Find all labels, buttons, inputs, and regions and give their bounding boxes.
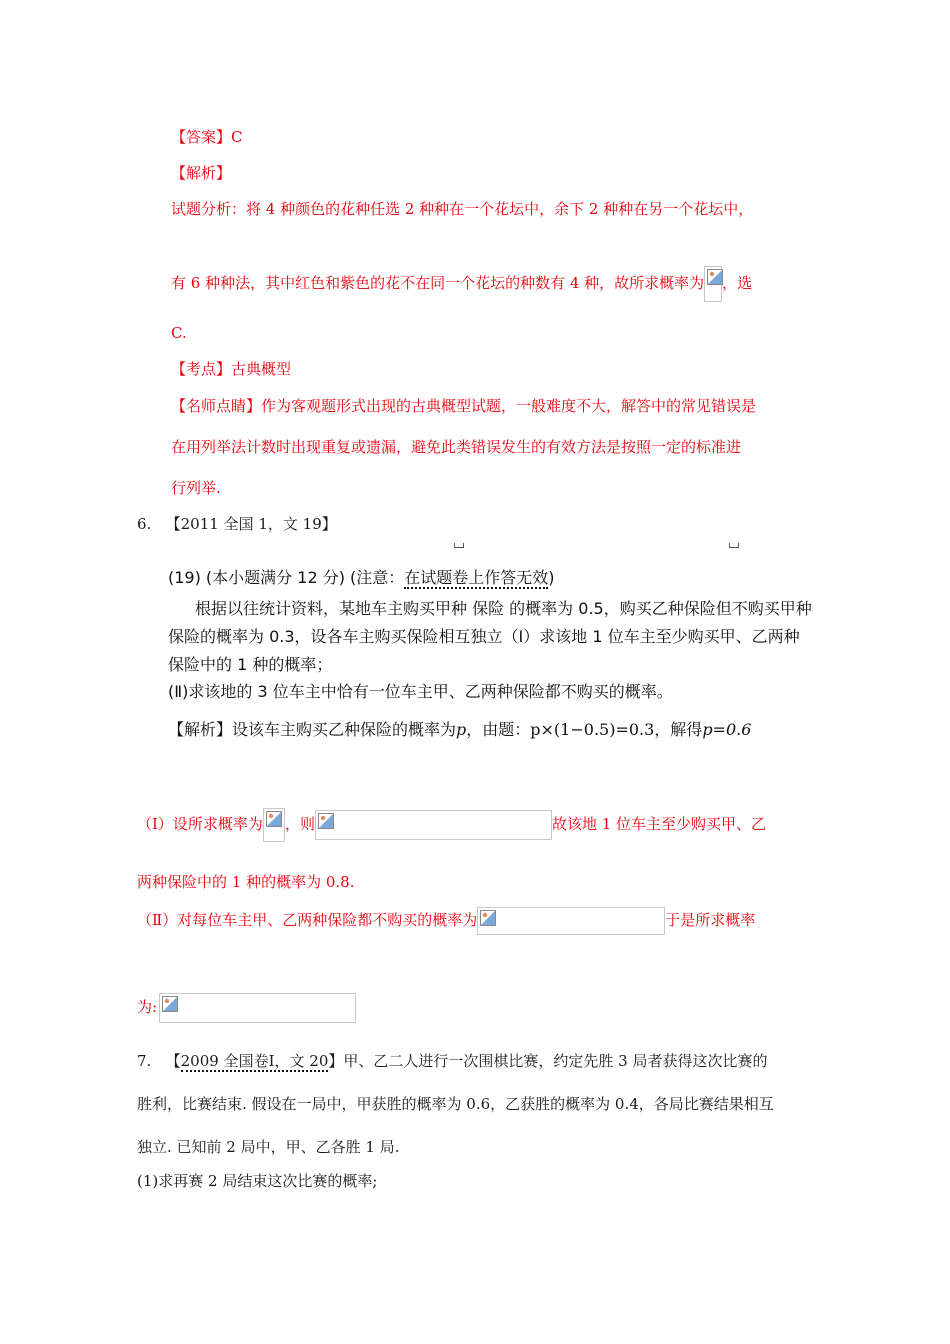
analysis-label: 【解析】 <box>171 164 232 182</box>
scan-paragraph-4: (Ⅱ)求该地的 3 位车主中恰有一位车主甲、乙两种保险都不购买的概率。 <box>168 682 673 701</box>
answer-value: C <box>231 128 243 146</box>
question-7-text: 甲、乙二人进行一次围棋比赛，约定先胜 3 局者获得这次比赛的 <box>343 1052 768 1070</box>
part-2-label: 为: <box>137 998 158 1016</box>
scan-title-end: ) <box>548 568 555 587</box>
scan-title <box>168 568 555 588</box>
broken-image-icon <box>707 269 723 285</box>
question-7-line-4: (1)求再赛 2 局结束这次比赛的概率; <box>137 1172 378 1190</box>
part-1-line-1 <box>137 808 766 842</box>
question-number: 7. <box>137 1052 152 1070</box>
scan-paragraph-2: 保险的概率为 0.3，设各车主购买保险相互独立（Ⅰ）求该地 1 位车主至少购买甲、乙两种 <box>168 627 800 646</box>
scan-solution <box>168 720 751 740</box>
analysis-line-2 <box>171 266 752 302</box>
question-source: 【2011 全国 1，文 19】 <box>165 515 337 533</box>
scan-mark-right <box>729 543 739 548</box>
question-number: 6. <box>137 515 152 533</box>
question-source: 2009 全国卷Ⅰ，文 20 <box>180 1052 329 1070</box>
analysis-line-2-tail: ，选 <box>722 274 753 292</box>
scan-title-emphasis: 在试题卷上作答无效 <box>404 568 549 587</box>
part-1-line-2: 两种保险中的 1 种的概率为 0.8. <box>137 873 355 891</box>
formula-image <box>477 907 665 935</box>
analysis-line-2-text: 有 6 种种法，其中红色和紫色的花不在同一个花坛的种数有 4 种，故所求概率为 <box>171 274 705 292</box>
scan-title-main: (19) (本小题满分 12 分) (注意： <box>168 568 405 587</box>
question-7-line-1 <box>137 1051 767 1071</box>
question-7-line-3: 独立. 已知前 2 局中，甲、乙各胜 1 局. <box>137 1138 400 1156</box>
formula-image <box>263 808 285 842</box>
scan-mark-left <box>454 543 464 548</box>
kaodian-label: 【考点】 <box>171 360 232 378</box>
answer-label: 【答案】 <box>171 128 232 146</box>
part-1-text-2: ，则 <box>284 815 315 833</box>
broken-image-icon <box>162 996 178 1012</box>
part-1-text: （Ⅰ）设所求概率为 <box>137 815 263 833</box>
scan-solution-text-2: ，由题： <box>466 720 531 739</box>
part-2-text: （Ⅱ）对每位车主甲、乙两种保险都不购买的概率为 <box>137 911 478 929</box>
part-2-line-2 <box>137 993 356 1023</box>
question-6-header <box>137 514 337 534</box>
kaodian-line <box>171 359 291 379</box>
question-source-open: 【 <box>165 1052 181 1070</box>
scan-solution-text-3: ，解得 <box>654 720 703 739</box>
mingshi-line-2: 在用列举法计数时出现重复或遗漏，避免此类错误发生的有效方法是按照一定的标准进 <box>171 438 742 456</box>
analysis-line-3: C. <box>171 324 187 342</box>
scan-solution-text: 【解析】设该车主购买乙种保险的概率为 <box>168 720 457 739</box>
question-7-line-2: 胜利，比赛结束. 假设在一局中，甲获胜的概率为 0.6，乙获胜的概率为 0.4，各局比赛结果相互 <box>137 1095 774 1113</box>
mingshi-line-1 <box>171 396 756 416</box>
mingshi-label: 【名师点睛】 <box>171 397 262 415</box>
broken-image-icon <box>266 811 282 827</box>
scan-paragraph-1: 根据以往统计资料，某地车主购买甲种 保险 的概率为 0.5，购买乙种保险但不购买甲种 <box>195 599 812 618</box>
mingshi-line-3: 行列举. <box>171 479 221 497</box>
broken-image-icon <box>480 910 496 926</box>
scan-paragraph-3: 保险中的 1 种的概率； <box>168 655 333 674</box>
broken-image-icon <box>318 813 334 829</box>
part-1-text-3: 故该地 1 位车主至少购买甲、乙 <box>551 815 767 833</box>
part-2-line-1 <box>137 907 755 935</box>
kaodian-value: 古典概型 <box>231 360 292 378</box>
analysis-line-1: 试题分析：将 4 种颜色的花种任选 2 种种在一个花坛中，余下 2 种种在另一个花坛中， <box>171 200 754 218</box>
formula-image <box>704 266 722 302</box>
part-2-text-2: 于是所求概率 <box>665 911 756 929</box>
mingshi-text-1: 作为客观题形式出现的古典概型试题，一般难度不大，解答中的常见错误是 <box>261 397 757 415</box>
answer-line <box>171 127 243 147</box>
formula-image <box>159 993 356 1023</box>
formula-image <box>315 810 552 840</box>
scan-equation: p×(1−0.5)=0.3 <box>530 720 655 739</box>
scan-result: p=0.6 <box>702 720 752 739</box>
scan-var-p: p <box>456 720 467 739</box>
question-source-close: 】 <box>328 1052 344 1070</box>
scanned-problem-image <box>165 540 895 745</box>
